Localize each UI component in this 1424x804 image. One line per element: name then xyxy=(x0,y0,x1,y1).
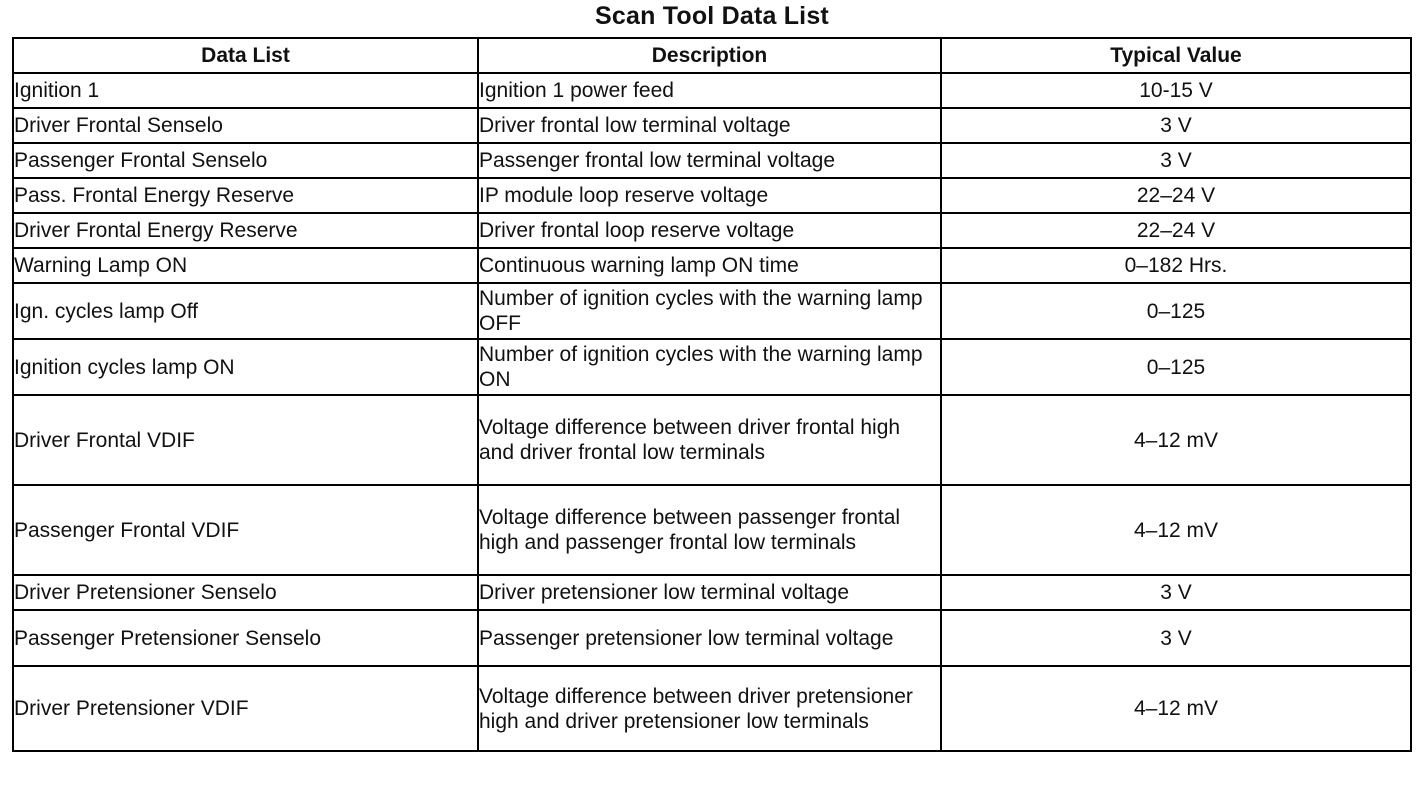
header-data-list: Data List xyxy=(13,38,478,73)
table-row xyxy=(13,395,1411,485)
row-name: Driver Pretensioner Senselo xyxy=(13,575,478,610)
row-description: Number of ignition cycles with the warning lamp ON xyxy=(478,339,941,395)
table-row xyxy=(13,178,1411,213)
row-name: Passenger Frontal Senselo xyxy=(13,143,478,178)
row-name: Driver Frontal Senselo xyxy=(13,108,478,143)
row-description: Voltage difference between driver frontal high and driver frontal low terminals xyxy=(478,395,941,485)
row-name: Passenger Frontal VDIF xyxy=(13,485,478,575)
row-description: Continuous warning lamp ON time xyxy=(478,248,941,283)
table-row xyxy=(13,283,1411,339)
table-row xyxy=(13,248,1411,283)
row-name: Driver Pretensioner VDIF xyxy=(13,666,478,751)
row-typical-value: 0–125 xyxy=(941,339,1411,395)
row-name: Warning Lamp ON xyxy=(13,248,478,283)
row-name: Ign. cycles lamp Off xyxy=(13,283,478,339)
row-name: Driver Frontal Energy Reserve xyxy=(13,213,478,248)
row-description: Driver frontal low terminal voltage xyxy=(478,108,941,143)
table-row xyxy=(13,108,1411,143)
row-typical-value: 4–12 mV xyxy=(941,395,1411,485)
row-typical-value: 3 V xyxy=(941,143,1411,178)
row-typical-value: 4–12 mV xyxy=(941,666,1411,751)
table-row xyxy=(13,575,1411,610)
row-typical-value: 3 V xyxy=(941,575,1411,610)
table-row xyxy=(13,485,1411,575)
row-description: Driver frontal loop reserve voltage xyxy=(478,213,941,248)
row-name: Driver Frontal VDIF xyxy=(13,395,478,485)
row-name: Pass. Frontal Energy Reserve xyxy=(13,178,478,213)
row-description: Driver pretensioner low terminal voltage xyxy=(478,575,941,610)
row-description: Ignition 1 power feed xyxy=(478,73,941,108)
row-description: Voltage difference between driver pretensioner high and driver pretensioner low terminals xyxy=(478,666,941,751)
table-title: Scan Tool Data List xyxy=(595,2,829,30)
row-description: Number of ignition cycles with the warning lamp OFF xyxy=(478,283,941,339)
row-description: Passenger frontal low terminal voltage xyxy=(478,143,941,178)
row-typical-value: 22–24 V xyxy=(941,178,1411,213)
row-name: Passenger Pretensioner Senselo xyxy=(13,610,478,666)
row-description: IP module loop reserve voltage xyxy=(478,178,941,213)
table-row xyxy=(13,610,1411,666)
row-description: Voltage difference between passenger frontal high and passenger frontal low terminals xyxy=(478,485,941,575)
row-description: Passenger pretensioner low terminal voltage xyxy=(478,610,941,666)
table-header-row xyxy=(13,38,1411,73)
row-typical-value: 3 V xyxy=(941,610,1411,666)
header-description: Description xyxy=(478,38,941,73)
row-typical-value: 22–24 V xyxy=(941,213,1411,248)
row-typical-value: 0–125 xyxy=(941,283,1411,339)
row-typical-value: 3 V xyxy=(941,108,1411,143)
table-row xyxy=(13,666,1411,751)
row-typical-value: 0–182 Hrs. xyxy=(941,248,1411,283)
header-typical-value: Typical Value xyxy=(941,38,1411,73)
scan-tool-data-table xyxy=(12,37,1412,752)
table-row xyxy=(13,339,1411,395)
table-row xyxy=(13,213,1411,248)
row-typical-value: 4–12 mV xyxy=(941,485,1411,575)
table-row xyxy=(13,73,1411,108)
table-row xyxy=(13,143,1411,178)
row-typical-value: 10-15 V xyxy=(941,73,1411,108)
row-name: Ignition cycles lamp ON xyxy=(13,339,478,395)
row-name: Ignition 1 xyxy=(13,73,478,108)
